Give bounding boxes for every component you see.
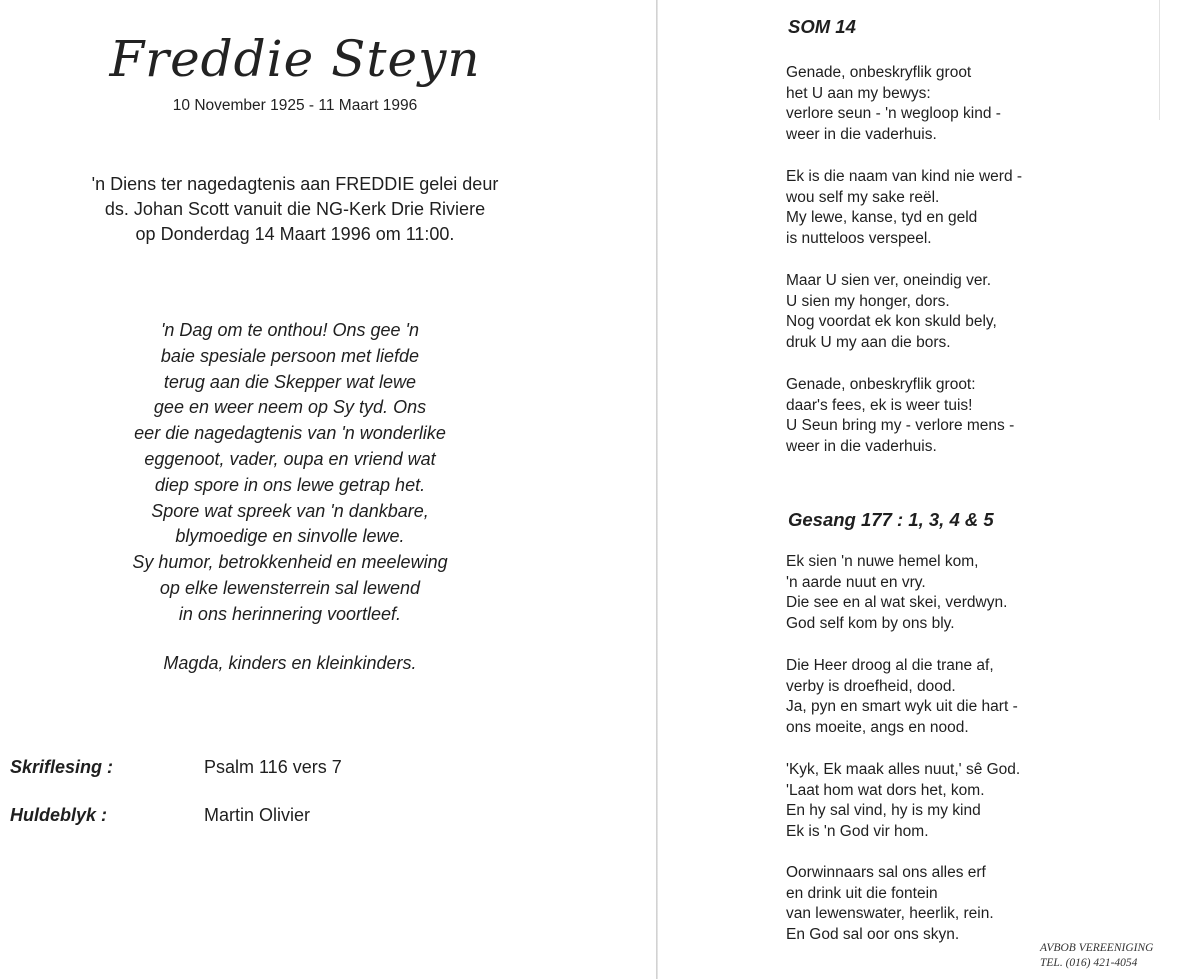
verse-line: 'n aarde nuut en vry. [786, 573, 926, 591]
verse-line: 'Laat hom wat dors het, kom. [786, 781, 985, 799]
paper-edge-mark [1159, 0, 1160, 120]
hymn-verse [786, 271, 997, 353]
tribute-line: op elke lewensterrein sal lewend [159, 577, 421, 598]
tribute-line: blymoedige en sinvolle lewe. [175, 526, 405, 547]
publisher-imprint [1040, 941, 1190, 971]
verse-line: Maar U sien ver, oneindig ver. [786, 272, 992, 289]
verse-line: weer in die vaderhuis. [786, 125, 937, 143]
verse-line: Ek sien 'n nuwe hemel kom, [786, 553, 979, 570]
verse-line: En God sal oor ons skyn. [786, 925, 960, 943]
verse-line: U sien my honger, dors. [786, 292, 950, 310]
life-dates: 10 November 1925 - 11 Maart 1996 [172, 97, 418, 114]
publisher-name: AVBOB VEREENIGING [1040, 942, 1154, 954]
verse-line: en drink uit die fontein [786, 884, 938, 902]
hymn-verse [786, 863, 994, 945]
verse-line: God self kom by ons bly. [786, 614, 955, 632]
verse-line: druk U my aan die bors. [786, 333, 951, 351]
tribute-speaker-label: Huldeblyk : [10, 805, 108, 825]
verse-line: van lewenswater, heerlik, rein. [786, 905, 994, 922]
verse-line: wou self my sake reël. [786, 188, 940, 206]
verse-line: verby is droefheid, dood. [786, 677, 956, 695]
service-line: op Donderdag 14 Maart 1996 om 11:00. [135, 224, 455, 244]
hymn-verse [786, 656, 1018, 738]
verse-line: My lewe, kanse, tyd en geld [786, 209, 978, 226]
verse-line: daar's fees, ek is weer tuis! [786, 396, 973, 414]
tribute-line: eer die nagedagtenis van 'n wonderlike [134, 423, 446, 444]
tribute-line: Spore wat spreek van 'n dankbare, [151, 500, 429, 521]
verse-line: 'Kyk, Ek maak alles nuut,' sê God. [786, 761, 1021, 778]
scripture-reading-value: Psalm 116 vers 7 [204, 757, 342, 777]
tribute-line: gee en weer neem op Sy tyd. Ons [153, 397, 427, 418]
service-description [30, 172, 560, 247]
verse-line: weer in die vaderhuis. [786, 437, 937, 455]
verse-line: Oorwinnaars sal ons alles erf [786, 864, 986, 881]
hymn-verse [786, 552, 1007, 634]
publisher-phone: TEL. (016) 421-4054 [1040, 957, 1138, 969]
verse-line: het U aan my bewys: [786, 84, 931, 102]
page-fold [656, 0, 658, 979]
tribute-line: in ons herinnering voortleef. [178, 603, 402, 624]
verse-line: verlore seun - 'n wegloop kind - [786, 105, 1001, 122]
hymn-verse [786, 63, 1001, 145]
verse-line: Die see en al wat skei, verdwyn. [786, 594, 1008, 611]
tribute-line: Sy humor, betrokkenheid en meelewing [132, 552, 448, 573]
verse-line: Nog voordat ek kon skuld bely, [786, 313, 997, 330]
verse-line: ons moeite, angs en nood. [786, 718, 969, 736]
verse-line: U Seun bring my - verlore mens - [786, 417, 1015, 434]
verse-line: Ja, pyn en smart wyk uit die hart - [786, 698, 1018, 715]
verse-line: Ek is 'n God vir hom. [786, 822, 929, 840]
verse-line: is nutteloos verspeel. [786, 229, 932, 247]
deceased-name: Freddie Steyn [109, 30, 481, 88]
service-line: 'n Diens ter nagedagtenis aan FREDDIE gelei deur [91, 174, 499, 194]
hymn-verse [786, 760, 1020, 842]
scripture-reading-label: Skriflesing : [10, 757, 114, 777]
hymn-verse [786, 375, 1014, 457]
right-page [660, 0, 1200, 979]
tribute-line: diep spore in ons lewe getrap het. [154, 474, 426, 495]
verse-line: En hy sal vind, hy is my kind [786, 802, 981, 819]
tribute-line: terug aan die Skepper wat lewe [163, 371, 417, 392]
verse-line: Genade, onbeskryflik groot [786, 64, 972, 81]
family-signature: Magda, kinders en kleinkinders. [163, 653, 417, 673]
tribute-text [30, 318, 550, 628]
tribute-line: 'n Dag om te onthou! Ons gee 'n [160, 320, 420, 340]
service-line: ds. Johan Scott vanuit die NG-Kerk Drie Riviere [104, 199, 486, 219]
verse-line: Die Heer droog al die trane af, [786, 657, 994, 674]
hymn-verse [786, 167, 1022, 249]
verse-line: Ek is die naam van kind nie werd - [786, 168, 1023, 185]
tribute-line: eggenoot, vader, oupa en vriend wat [144, 448, 436, 469]
hymn-title: SOM 14 [788, 16, 856, 37]
tribute-line: baie spesiale persoon met liefde [160, 345, 420, 366]
hymn-title: Gesang 177 : 1, 3, 4 & 5 [788, 509, 994, 530]
tribute-speaker-value: Martin Olivier [204, 805, 311, 825]
verse-line: Genade, onbeskryflik groot: [786, 376, 976, 393]
